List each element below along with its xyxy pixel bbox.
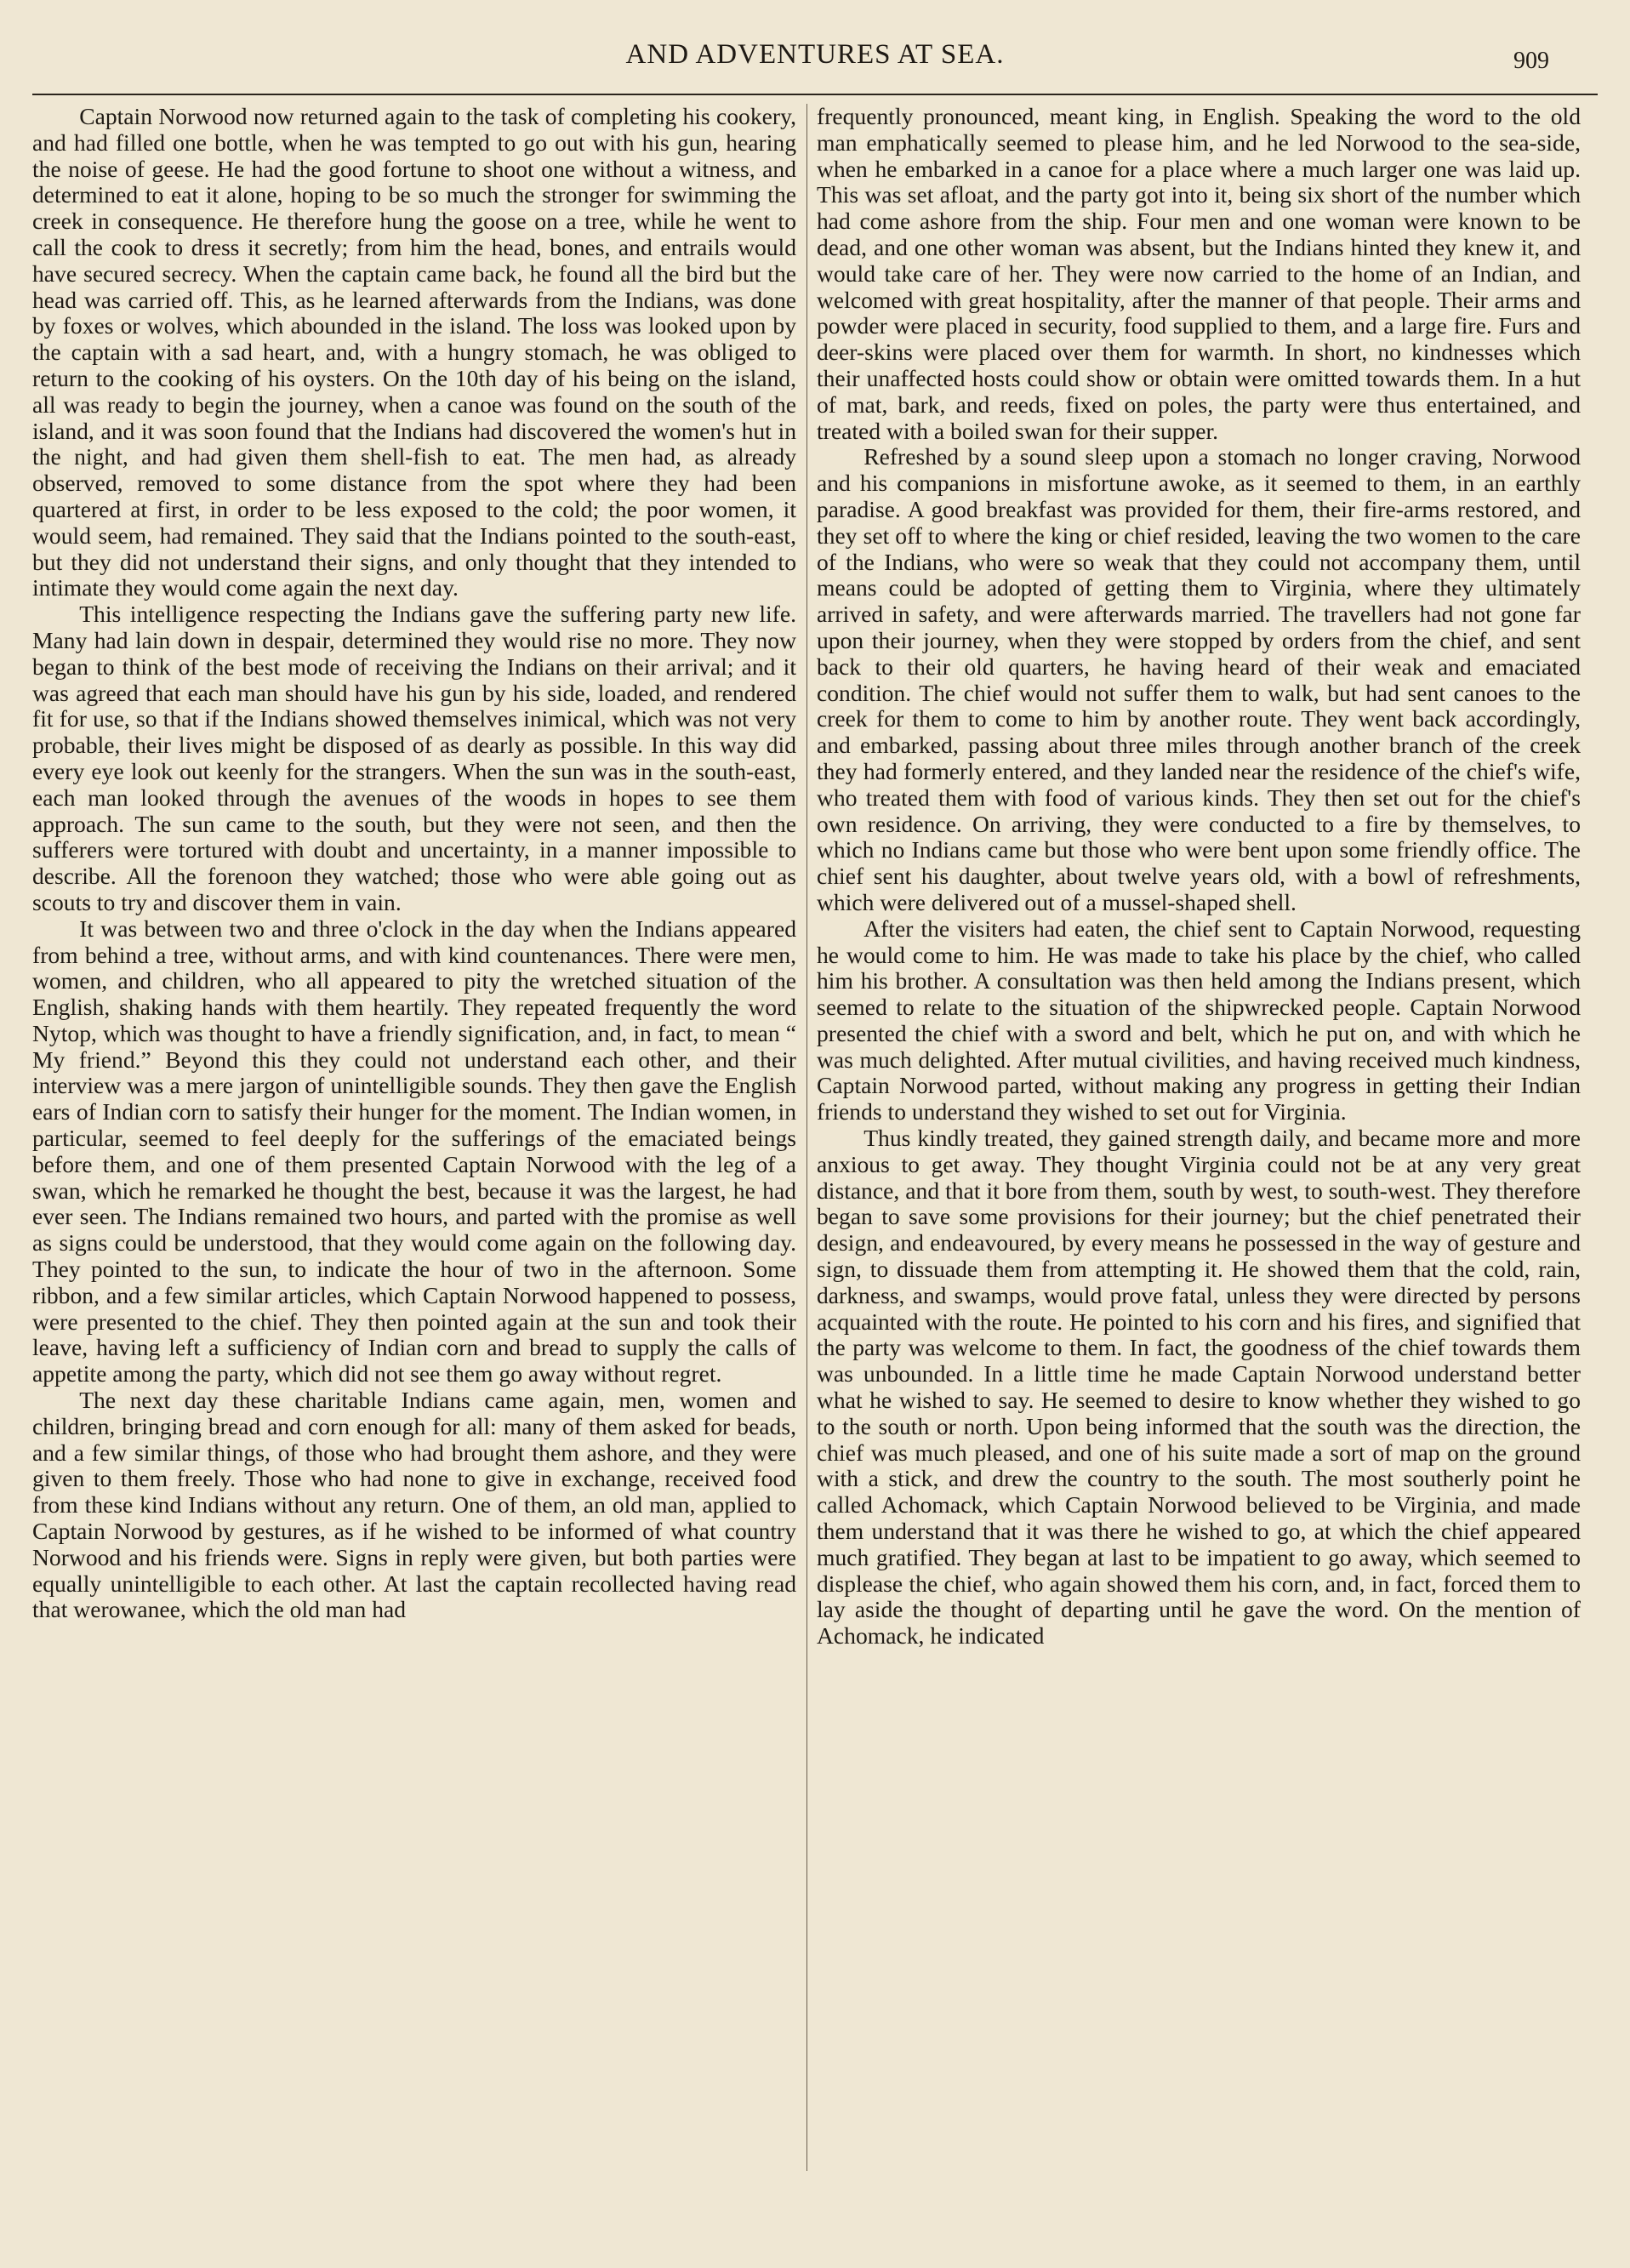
paragraph: This intelligence respecting the Indians gave the suffering party new life. Many had lain down in despair, determined they would rise no more. They now began to think of the best mode of receiving the Indians on their arrival; and it was agreed that each man should have his gun by his side, loaded, and rendered fit for use, so that if the Indians showed themselves inimical, which was not very probable, their lives might be disposed of as dearly as possible. In this way did every eye look out keenly for the strangers. When the sun was in the south-east, each man looked through the avenues of the woods in hopes to see them approach. The sun came to the south, but they were not seen, and then the sufferers were tortured with doubt and uncertainty, in a manner impossible to describe. All the forenoon they watched; those who were able going out as scouts to try and discover them in vain. bbox=[32, 601, 796, 915]
paragraph: Thus kindly treated, they gained strength daily, and became more and more anxious to get away. They thought Virginia could not be at any very great distance, and that it bore from them, south by west, to south-west. They therefore began to save some provisions for their journey; but the chief penetrated their design, and endeavoured, by every means he possessed in the way of gesture and sign, to dissuade them from attempting it. He showed them that the cold, rain, darkness, and swamps, would prove fatal, unless they were directed by persons acquainted with the route. He pointed to his corn and his fires, and signified that the party was welcome to them. In fact, the goodness of the chief towards them was unbounded. In a little time he made Captain Norwood understand better what he wished to say. He seemed to desire to know whether they wished to go to the south or north. Upon being informed that the south was the direction, the chief was much pleased, and one of his suite made a sort of map on the ground with a stick, and drew the country to the south. The most southerly point he called Achomack, which Captain Norwood believed to be Virginia, and made them understand that it was there he wished to go, at which the chief appeared much gratified. They began at last to be impatient to go away, which seemed to displease the chief, who again showed them his corn, and, in fact, forced them to lay aside the thought of departing until he gave the word. On the mention of Achomack, he indicated bbox=[817, 1125, 1581, 1650]
column-divider bbox=[806, 104, 807, 2171]
header-rule bbox=[32, 94, 1598, 95]
paragraph: Refreshed by a sound sleep upon a stomach no longer craving, Norwood and his companions in misfortune awoke, as it seemed to them, in an earthly paradise. A good breakfast was provided for them, their fire-arms restored, and they set off to where the king or chief resided, leaving the two women to the care of the Indians, who were so weak that they could not accompany them, until means could be adopted of getting them to Virginia, where they ultimately arrived in safety, and were afterwards married. The travellers had not gone far upon their journey, when they were stopped by orders from the chief, and sent back to their old quarters, he having heard of their weak and emaciated condition. The chief would not suffer them to walk, but had sent canoes to the creek for them to come to him by another route. They went back accordingly, and embarked, passing about three miles through another branch of the creek they had formerly entered, and they landed near the residence of the chief's wife, who treated them with food of various kinds. They then set out for the chief's own residence. On arriving, they were conducted to a fire by themselves, to which no Indians came but those who were bent upon some friendly office. The chief sent his daughter, about twelve years old, with a bowl of refreshments, which were delivered out of a mussel-shaped shell. bbox=[817, 443, 1581, 915]
paragraph: The next day these charitable Indians came again, men, women and children, bringing bread and corn enough for all: many of them asked for beads, and a few similar things, of those who had brought them ashore, and they were given to them freely. Those who had none to give in exchange, received food from these kind Indians without any return. One of them, an old man, applied to Captain Norwood by gestures, as if he wished to be informed of what country Norwood and his friends were. Signs in reply were given, but both parties were equally unintelligible to each other. At last the captain recollected having read that werowanee, which the old man had bbox=[32, 1387, 796, 1623]
running-head: AND ADVENTURES AT SEA. bbox=[625, 39, 1005, 70]
paragraph: Captain Norwood now returned again to the task of completing his cookery, and had filled one bottle, when he was tempted to go out with his gun, hearing the noise of geese. He had the good fortune to shoot one without a witness, and determined to eat it alone, hoping to be so much the stronger for swimming the creek in consequence. He therefore hung the goose on a tree, while he went to call the cook to dress it secretly; from him the head, bones, and entrails would have secured secrecy. When the captain came back, he found all the bird but the head was carried off. This, as he learned afterwards from the Indians, was done by foxes or wolves, which abounded in the island. The loss was looked upon by the captain with a sad heart, and, with a hungry stomach, he was obliged to return to the cooking of his oysters. On the 10th day of his being on the island, all was ready to begin the journey, when a canoe was found on the south of the island, and it was soon found that the Indians had discovered the women's hut in the night, and had given them shell-fish to eat. The men had, as already observed, removed to some distance from the spot where they had been quartered at first, in order to be less exposed to the cold; the poor women, it would seem, had remained. They said that the Indians pointed to the south-east, but they did not understand their signs, and only thought that they intended to intimate they would come again the next day. bbox=[32, 104, 796, 601]
left-column bbox=[32, 104, 796, 2163]
right-column bbox=[817, 104, 1581, 2163]
page-number: 909 bbox=[1513, 48, 1549, 74]
paragraph: It was between two and three o'clock in the day when the Indians appeared from behind a tree, without arms, and with kind countenances. There were men, women, and children, who all appeared to pity the wretched situation of the English, shaking hands with them heartily. They repeated frequently the word Nytop, which was thought to have a friendly signification, and, in fact, to mean “ My friend.” Beyond this they could not understand each other, and their interview was a mere jargon of unintelligible sounds. They then gave the English ears of Indian corn to satisfy their hunger for the moment. The Indian women, in particular, seemed to feel deeply for the sufferings of the emaciated beings before them, and one of them presented Captain Norwood with the leg of a swan, which he remarked he thought the best, because it was the largest, he had ever seen. The Indians remained two hours, and parted with the promise as well as signs could be understood, that they would come again on the following day. They pointed to the sun, to indicate the hour of two in the afternoon. Some ribbon, and a few similar articles, which Captain Norwood happened to possess, were presented to the chief. They then pointed again at the sun and took their leave, having left a sufficiency of Indian corn and bread to supply the calls of appetite among the party, which did not see them go away without regret. bbox=[32, 915, 796, 1388]
paragraph: After the visiters had eaten, the chief sent to Captain Norwood, requesting he would come to him. He was made to take his place by the chief, who called him his brother. A consultation was then held among the Indians present, which seemed to relate to the situation of the shipwrecked people. Captain Norwood presented the chief with a sword and belt, which he put on, and with which he was much delighted. After mutual civilities, and having received much kindness, Captain Norwood parted, without making any progress in getting their Indian friends to understand they wished to set out for Virginia. bbox=[817, 915, 1581, 1125]
paragraph: frequently pronounced, meant king, in English. Speaking the word to the old man emphatically seemed to please him, and he led Norwood to the sea-side, when he embarked in a canoe for a place where a much larger one was laid up. This was set afloat, and the party got into it, being six short of the number which had come ashore from the ship. Four men and one woman were known to be dead, and one other woman was absent, but the Indians hinted they knew it, and would take care of her. They were now carried to the home of an Indian, and welcomed with great hospitality, after the manner of that people. Their arms and powder were placed in security, food supplied to them, and a large fire. Furs and deer-skins were placed over them for warmth. In short, no kindnesses which their unaffected hosts could show or obtain were omitted towards them. In a hut of mat, bark, and reeds, fixed on poles, the party were thus entertained, and treated with a boiled swan for their supper. bbox=[817, 104, 1581, 444]
